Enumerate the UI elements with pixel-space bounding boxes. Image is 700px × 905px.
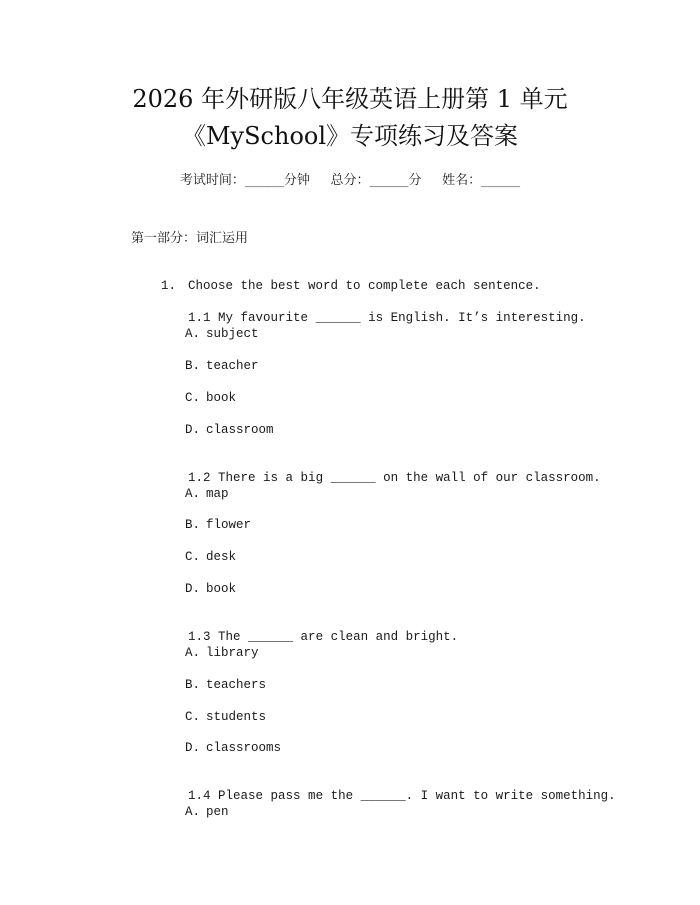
document-title-line-2: 《MySchool》专项练习及答案 xyxy=(181,122,519,150)
item-number: 1.4 xyxy=(188,789,211,803)
item-text: There is a big ______ on the wall of our classroom. xyxy=(218,471,601,485)
item-number: 1.3 xyxy=(188,630,211,644)
option-text: classrooms xyxy=(206,741,282,755)
question-text: Choose the best word to complete each sentence. xyxy=(188,279,541,293)
option-text: classroom xyxy=(206,423,274,437)
document-title-line-1: 2026 年外研版八年级英语上册第 1 单元 xyxy=(132,85,568,113)
option-letter: A. xyxy=(185,646,201,660)
option-1-3-d xyxy=(185,740,281,756)
option-letter: D. xyxy=(185,741,201,755)
item-text: My favourite ______ is English. It’s interesting. xyxy=(218,311,586,325)
option-text: book xyxy=(206,391,237,405)
item-number: 1.1 xyxy=(188,311,211,325)
item-text: Please pass me the ______. I want to write something. xyxy=(218,789,616,803)
option-text: teachers xyxy=(206,678,267,692)
option-letter: C. xyxy=(185,710,201,724)
item-number: 1.2 xyxy=(188,471,211,485)
section-title: 第一部分：词汇运用 xyxy=(131,231,249,246)
option-1-1-a xyxy=(185,326,259,342)
option-letter: B. xyxy=(185,518,201,532)
option-letter: D. xyxy=(185,582,201,596)
option-letter: D. xyxy=(185,423,201,437)
exam-info: 考试时间：______分钟 总分：______分 姓名：______ xyxy=(179,173,521,188)
option-letter: A. xyxy=(185,327,201,341)
option-1-1-d xyxy=(185,422,274,438)
option-text: flower xyxy=(206,518,252,532)
option-text: book xyxy=(206,582,237,596)
option-1-4-a xyxy=(185,804,229,820)
option-1-2-b xyxy=(185,517,251,533)
option-letter: B. xyxy=(185,678,201,692)
option-1-3-a xyxy=(185,645,259,661)
option-1-2-c xyxy=(185,549,236,565)
option-text: desk xyxy=(206,550,237,564)
option-1-3-b xyxy=(185,677,266,693)
option-letter: A. xyxy=(185,805,201,819)
question-number: 1. xyxy=(161,279,177,293)
option-1-1-b xyxy=(185,358,259,374)
option-text: pen xyxy=(206,805,229,819)
option-text: students xyxy=(206,710,267,724)
item-text: The ______ are clean and bright. xyxy=(218,630,459,644)
option-letter: B. xyxy=(185,359,201,373)
option-1-1-c xyxy=(185,390,236,406)
option-1-3-c xyxy=(185,709,266,725)
option-text: map xyxy=(206,487,229,501)
option-letter: C. xyxy=(185,391,201,405)
option-text: subject xyxy=(206,327,259,341)
option-letter: A. xyxy=(185,487,201,501)
option-1-2-a xyxy=(185,486,229,502)
option-1-2-d xyxy=(185,581,236,597)
option-letter: C. xyxy=(185,550,201,564)
option-text: teacher xyxy=(206,359,259,373)
option-text: library xyxy=(206,646,259,660)
